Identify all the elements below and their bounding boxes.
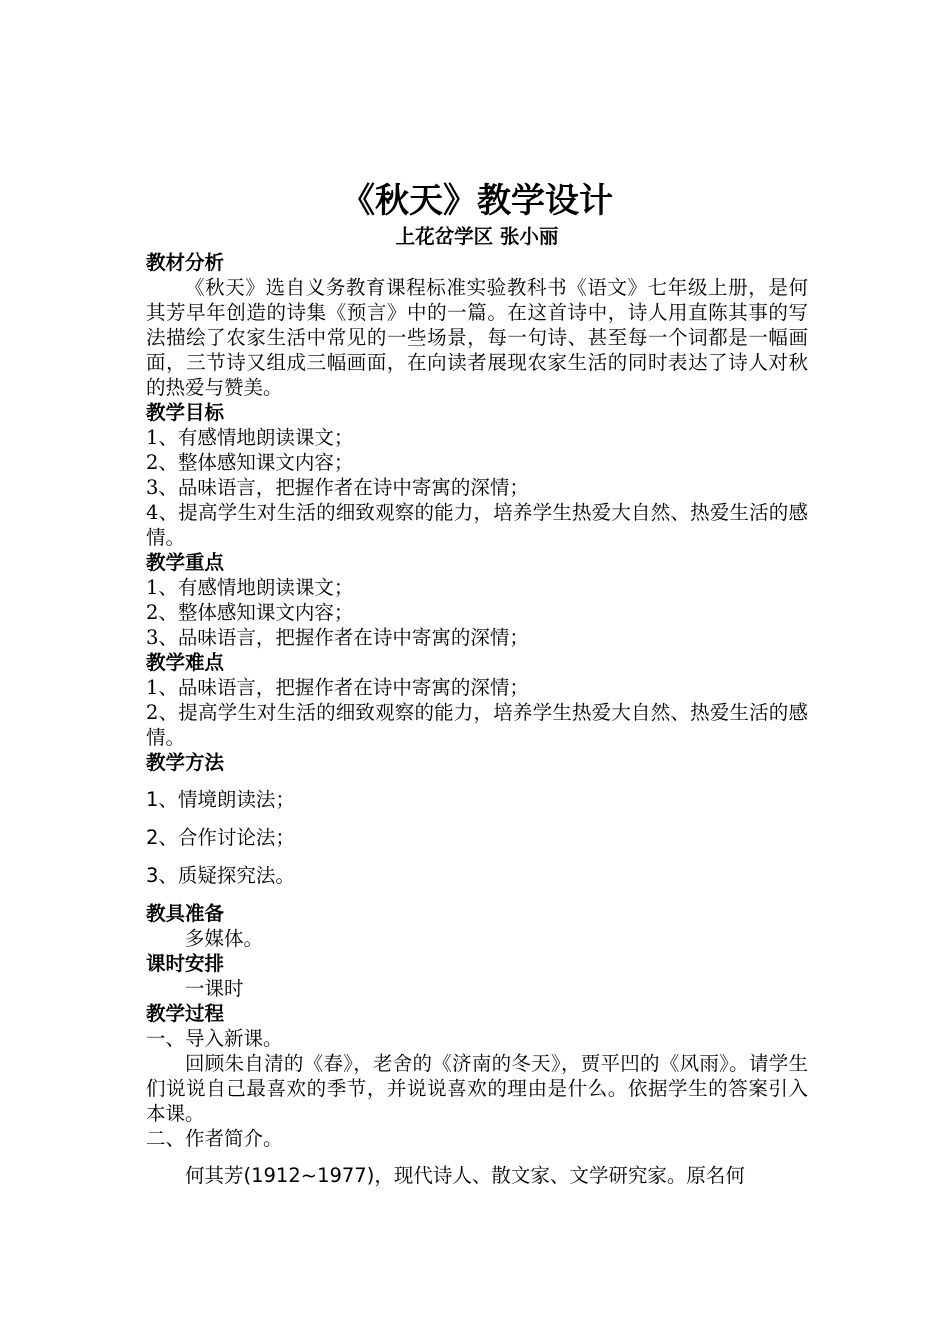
method-item <box>146 863 808 888</box>
heading-methods: 教学方法 <box>146 751 225 774</box>
goal-item: 3、品味语言，把握作者在诗中寄寓的深情； <box>146 476 529 499</box>
heading-process: 教学过程 <box>146 1002 225 1025</box>
process-step-text: 回顾朱自清的《春》，老舍的《济南的冬天》，贾平凹的《风雨》。请学生们说说自己最喜欢的季节，并说说喜欢的理由是什么。依据学生的答案引入本课。 <box>146 1052 808 1125</box>
schedule-text: 一课时 <box>185 977 244 1000</box>
difficulty-item: 1、品味语言，把握作者在诗中寄寓的深情； <box>146 676 529 699</box>
goal-item: 2、整体感知课文内容； <box>146 451 354 474</box>
keypoint-item: 1、有感情地朗读课文； <box>146 576 354 599</box>
goal-item: 1、有感情地朗读课文； <box>146 426 354 449</box>
tools-text: 多媒体。 <box>185 927 264 950</box>
page-title: 《秋天》教学设计 <box>341 181 613 221</box>
method-number: 1 <box>146 788 159 811</box>
heading-goals: 教学目标 <box>146 401 225 424</box>
author-line: 上花岔学区 张小丽 <box>395 225 559 248</box>
process-step-text <box>146 1163 808 1188</box>
method-item <box>146 787 808 812</box>
analysis-text: 《秋天》选自义务教育课程标准实验教科书《语文》七年级上册，是何其芳早年创造的诗集《预言》中的一篇。在这首诗中，诗人用直陈其事的写法描绘了农家生活中常见的一些场景，每一句诗、甚至每一个词都是一幅画面，三节诗又组成三幅画面，在向读者展现农家生活的同时表达了诗人对秋的热爱与赞美。 <box>146 276 808 399</box>
heading-schedule: 课时安排 <box>146 952 225 975</box>
heading-analysis: 教材分析 <box>146 251 225 274</box>
process-step-title: 二、作者简介。 <box>146 1127 283 1150</box>
process-step-title: 一、导入新课。 <box>146 1027 283 1050</box>
method-text: 、情境朗读法； <box>158 788 295 811</box>
author-name: 何其芳 <box>185 1164 244 1187</box>
method-text: 、质疑探究法。 <box>158 864 295 887</box>
method-number: 2 <box>146 826 159 849</box>
difficulty-item: 2、提高学生对生活的细致观察的能力，培养学生热爱大自然、热爱生活的感情。 <box>146 701 808 749</box>
author-years: (1912~1977) <box>243 1164 375 1187</box>
keypoint-item: 2、整体感知课文内容； <box>146 601 354 624</box>
document-page <box>146 178 808 1188</box>
method-item <box>146 825 808 850</box>
heading-tools: 教具准备 <box>146 902 225 925</box>
keypoint-item: 3、品味语言，把握作者在诗中寄寓的深情； <box>146 626 529 649</box>
method-number: 3 <box>146 864 159 887</box>
heading-difficulties: 教学难点 <box>146 651 225 674</box>
method-text: 、合作讨论法； <box>158 826 295 849</box>
goal-item: 4、提高学生对生活的细致观察的能力，培养学生热爱大自然、热爱生活的感情。 <box>146 501 808 549</box>
heading-keypoints: 教学重点 <box>146 551 225 574</box>
author-bio: ，现代诗人、散文家、文学研究家。原名何 <box>374 1164 745 1187</box>
